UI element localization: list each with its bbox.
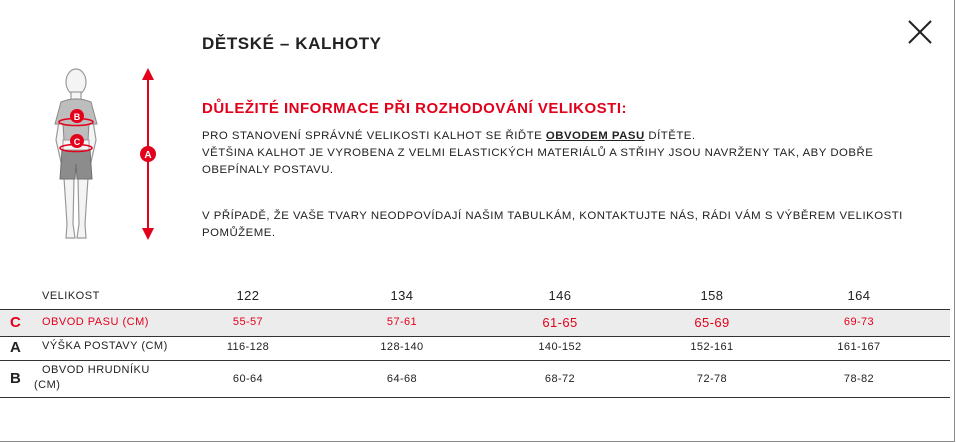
table-cell: 140-152: [538, 341, 582, 353]
table-cell: 64-68: [386, 373, 418, 385]
marker-a-label: A: [144, 150, 152, 161]
row-mark-b: B: [10, 370, 21, 387]
table-cell: 152-161: [690, 341, 734, 353]
row-mark-a: A: [10, 339, 21, 356]
size-header-label: VELIKOST: [42, 290, 100, 302]
size-header-cell: 164: [847, 288, 871, 303]
table-cell: 65-69: [694, 315, 730, 330]
table-cell: 57-61: [386, 316, 418, 328]
table-cell: 128-140: [380, 341, 424, 353]
info-line-2: VĚTŠINA KALHOT JE VYROBENA Z VELMI ELASTICKÝCH MATERIÁLŮ A STŘIHY JSOU NAVRŽENY TAK, ABY DOBŘE OBEPÍNALY POSTAVU.: [202, 147, 874, 176]
table-cell: 61-65: [542, 315, 578, 330]
table-cell: 78-82: [843, 373, 875, 385]
row-label-height: VÝŠKA POSTAVY (CM): [42, 340, 168, 352]
table-row-waist: [0, 309, 950, 337]
child-body-figure: [44, 62, 172, 246]
table-row-height: [0, 336, 950, 361]
table-cell: 55-57: [232, 316, 264, 328]
size-header-cell: 146: [548, 288, 572, 303]
table-cell: 69-73: [843, 316, 875, 328]
info-paragraph-1: [202, 128, 942, 179]
row-label-waist: OBVOD PASU (CM): [42, 316, 149, 328]
table-cell: 60-64: [232, 373, 264, 385]
row-mark-c: C: [10, 314, 21, 331]
size-header-cell: 122: [236, 288, 260, 303]
table-cell: 72-78: [696, 373, 728, 385]
info-paragraph-2: V PŘÍPADĚ, ŽE VAŠE TVARY NEODPOVÍDAJÍ NAŠIM TABULKÁM, KONTAKTUJTE NÁS, RÁDI VÁM S VÝBĚREM VELIKOSTI POMŮŽEME.: [202, 210, 903, 239]
row-label-chest: OBVOD HRUDNÍKU (CM): [34, 364, 150, 391]
info-line-1-pre: PRO STANOVENÍ SPRÁVNÉ VELIKOSTI KALHOT SE ŘIĎTE: [202, 130, 546, 142]
info-heading: DŮLEŽITÉ INFORMACE PŘI ROZHODOVÁNÍ VELIKOSTI:: [202, 100, 628, 117]
table-row-chest: [0, 361, 950, 398]
table-cell: 161-167: [837, 341, 881, 353]
page-title: DĚTSKÉ – KALHOTY: [202, 34, 382, 53]
info-line-1-post: DÍTĚTE.: [644, 130, 696, 142]
waist-emphasis: OBVODEM PASU: [545, 130, 645, 142]
close-button[interactable]: [904, 16, 936, 48]
marker-c-label: C: [73, 137, 81, 147]
size-header-cell: 134: [390, 288, 414, 303]
table-cell: 68-72: [544, 373, 576, 385]
table-header-row: [0, 283, 950, 309]
info-line-1: [202, 128, 942, 145]
marker-b-label: B: [73, 112, 81, 122]
table-cell: 116-128: [226, 341, 270, 353]
size-header-cell: 158: [700, 288, 724, 303]
close-icon: [904, 16, 936, 48]
